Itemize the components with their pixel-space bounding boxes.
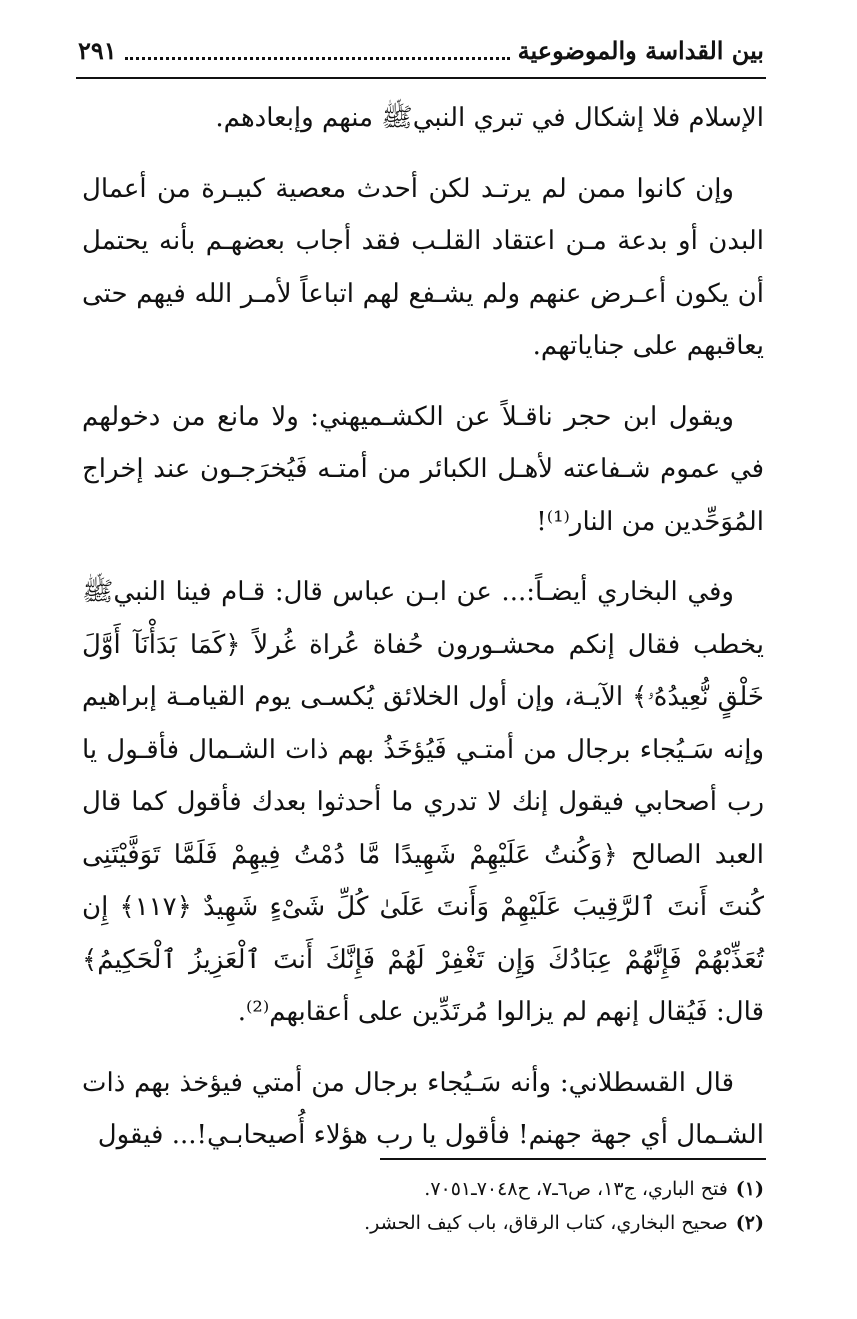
footnotes <box>82 1172 764 1240</box>
footnote-2-text: صحيح البخاري، كتاب الرقاق، باب كيف الحشر. <box>364 1212 728 1234</box>
running-header <box>78 28 764 72</box>
paragraph-4: وفي البخاري أيضـاً:... عن ابـن عباس قال: قـام فينا النبيﷺ يخطب فقال إنكم محشـورون حُفاة عُراة غُرلاً ﴿كَمَا بَدَأْنَآ أَوَّلَ خَلْقٍ نُّعِيدُهُۥ﴾ الآيـة، وإن أول الخلائق يُكسـى يوم القيامـة إبراهيم وإنه سَـيُجاء برجال من أمتـي فَيُؤخَذُ بهم ذات الشـمال فأقـول يا رب أصحابي فيقول إنك لا تدري ما أحدثوا بعدك فأقول كما قال العبد الصالح ﴿وَكُنتُ عَلَيْهِمْ شَهِيدًا مَّا دُمْتُ فِيهِمْ فَلَمَّا تَوَفَّيْتَنِى كُنتَ أَنتَ ٱلرَّقِيبَ عَلَيْهِمْ وَأَنتَ عَلَىٰ كُلِّ شَىْءٍ شَهِيدٌ ﴿١١٧﴾ إِن تُعَذِّبْهُمْ فَإِنَّهُمْ عِبَادُكَ وَإِن تَغْفِرْ لَهُمْ فَإِنَّكَ أَنتَ ٱلْعَزِيزُ ٱلْحَكِيمُ﴾ قال: فَيُقال إنهم لم يزالوا مُرتَدِّين على أعقابهم⁽²⁾. <box>82 577 764 1027</box>
paragraph-1: الإسلام فلا إشكال في تبري النبيﷺ منهم وإبعادهم. <box>215 103 764 133</box>
page-number: ٢٩١ <box>78 35 117 65</box>
dotted-leader <box>125 57 510 60</box>
footnote-separator <box>380 1158 766 1160</box>
footnote-1-text: فتح الباري، ج١٣، ص٦ـ٧، ح٧٠٤٨ـ٧٠٥١. <box>424 1178 728 1200</box>
paragraph-3: ويقول ابن حجر ناقـلاً عن الكشـميهني: ولا مانع من دخولهم في عموم شـفاعته لأهـل الكبائر من أمتـه فَيُخرَجـون عند إخراج المُوَحِّدين من النار⁽¹⁾! <box>82 401 764 537</box>
header-rule <box>76 77 766 79</box>
footnote-1 <box>82 1172 764 1206</box>
footnote-2 <box>82 1206 764 1240</box>
footnote-2-number: (٢) <box>735 1212 764 1234</box>
paragraph-2: وإن كانوا ممن لم يرتـد لكن أحدث معصية كبيـرة من أعمال البدن أو بدعة مـن اعتقاد القلـب فقد أجاب بعضهـم بأنه يحتمل أن يكون أعـرض عنهم ولم يشـفع لهم اتباعاً لأمـر الله فيهم حتى يعاقبهم على جناياتهم. <box>82 173 764 361</box>
main-text <box>82 92 764 1180</box>
running-title: بين القداسة والموضوعية <box>517 35 764 65</box>
paragraph-5: قال القسطلاني: وأنه سَـيُجاء برجال من أمتي فيؤخذ بهم ذات الشـمال أي جهة جهنم! فأقول يا رب هؤلاء أُصيحابـي!... فيقول <box>82 1067 764 1150</box>
footnote-1-number: (١) <box>735 1178 764 1200</box>
